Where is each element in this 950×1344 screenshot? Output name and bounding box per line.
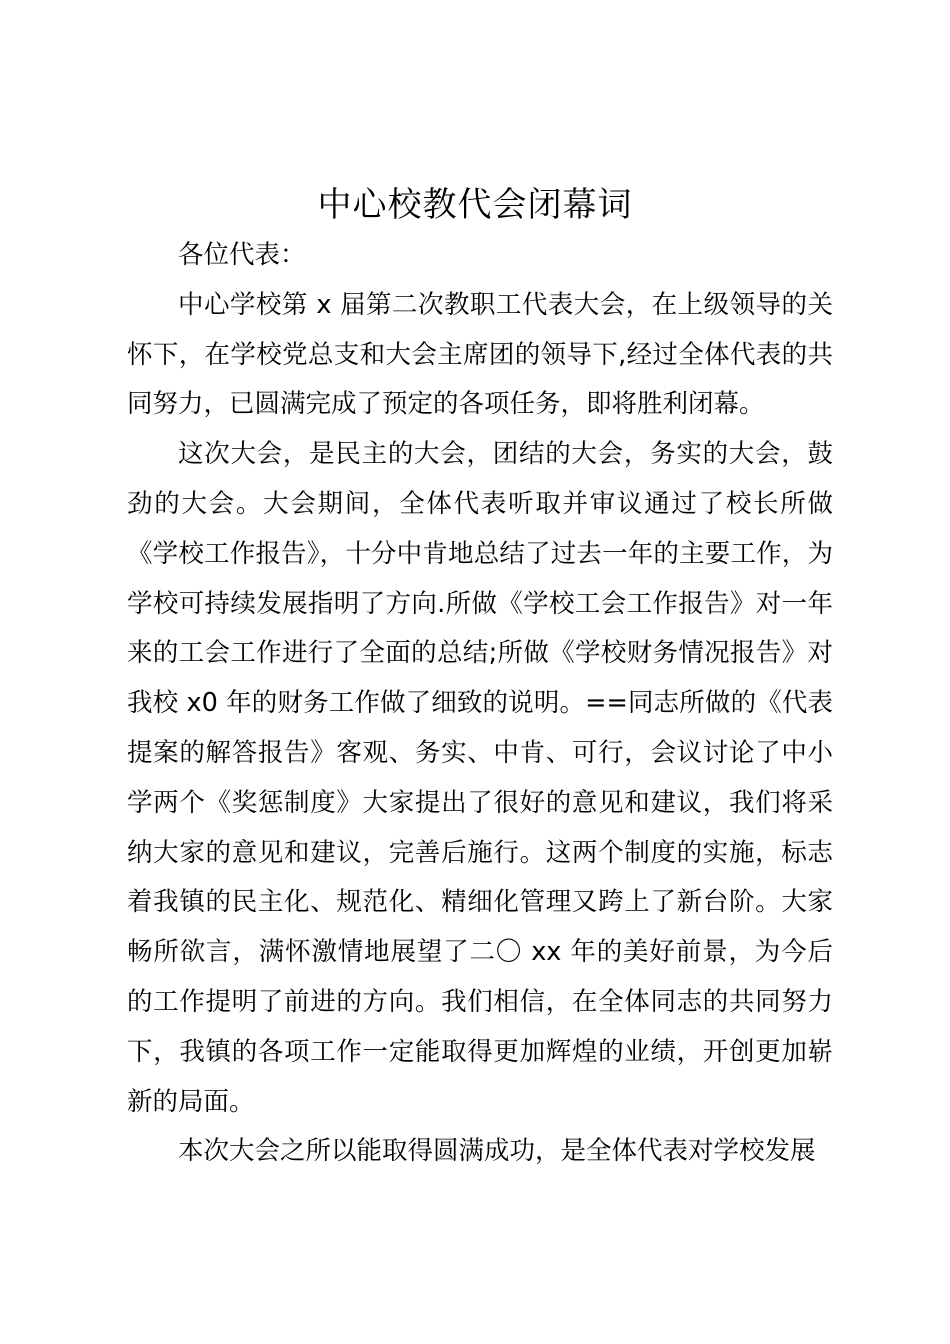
opening-paragraph: 中心学校第 x 届第二次教职工代表大会，在上级领导的关怀下，在学校党总支和大会主席团的领导下,经过全体代表的共同努力，已圆满完成了预定的各项任务，即将胜利闭幕。	[127, 289, 833, 420]
salutation-paragraph: 各位代表：	[178, 240, 306, 270]
meeting-summary-paragraph: 这次大会，是民主的大会，团结的大会，务实的大会，鼓劲的大会。大会期间，全体代表听取并审议通过了校长所做《学校工作报告》，十分中肯地总结了过去一年的主要工作，为学校可持续发展指明了方向.所做《学校工会工作报告》对一年来的工会工作进行了全面的总结;所做《学校财务情况报告》对我校 x0 年的财务工作做了细致的说明。==同志所做的《代表提案的解答报告》客观、务实、中肯、可行，会议讨论了中小学两个《奖惩制度》大家提出了很好的意见和建议，我们将采纳大家的意见和建议，完善后施行。这两个制度的实施，标志着我镇的民主化、规范化、精细化管理又跨上了新台阶。大家畅所欲言，满怀激情地展望了二〇 xx 年的美好前景，为今后的工作提明了前进的方向。我们相信，在全体同志的共同努力下，我镇的各项工作一定能取得更加辉煌的业绩，开创更加崭新的局面。	[127, 439, 833, 1117]
document-body	[127, 231, 833, 1177]
success-reason-paragraph: 本次大会之所以能取得圆满成功，是全体代表对学校发展	[178, 1136, 816, 1167]
document-title: 中心校教代会闭幕词	[317, 185, 633, 225]
